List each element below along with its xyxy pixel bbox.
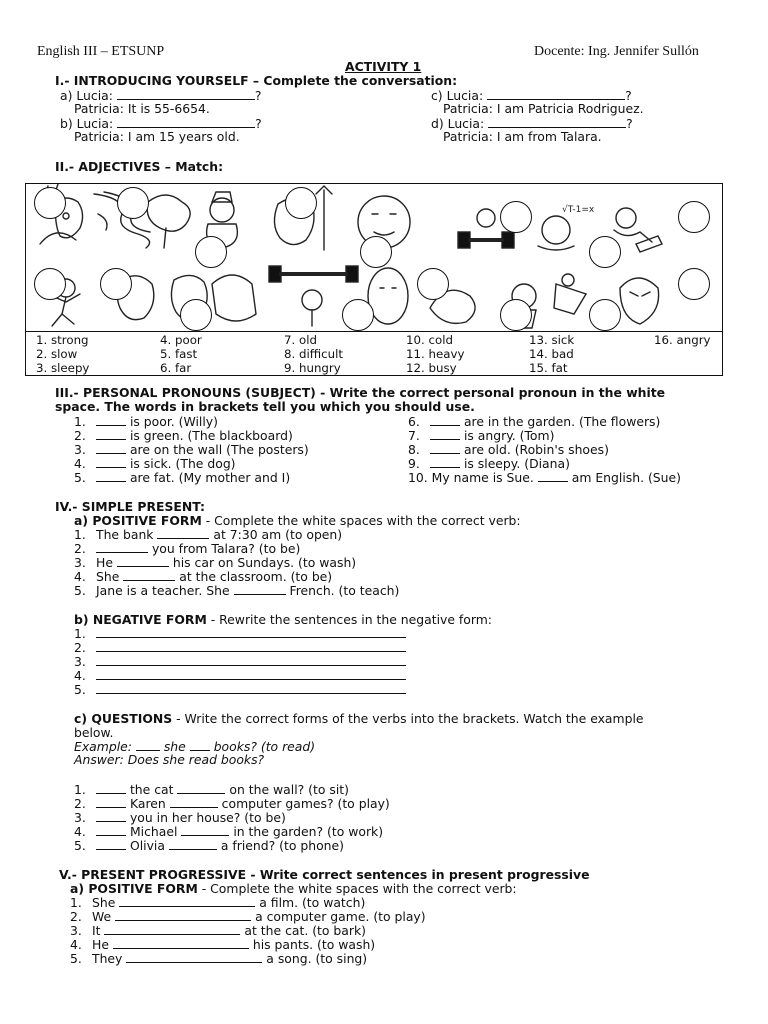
adjective-word: 5. fast: [160, 347, 198, 361]
course-title: English III – ETSUNP: [37, 44, 165, 59]
pronoun-item: 9. is sleepy. (Diana): [408, 456, 570, 471]
positive-form-heading: a) POSITIVE FORM - Complete the white spaces with the correct verb:: [74, 513, 521, 528]
answer-example: Answer: Does she read books?: [74, 752, 265, 767]
answer-circle[interactable]: [678, 268, 710, 300]
question-item: 2. Karen computer games? (to play): [74, 796, 390, 811]
cartoon-busy-man-icon: [614, 208, 662, 252]
answer-circle[interactable]: [360, 236, 392, 268]
answer-circle[interactable]: [417, 268, 449, 300]
section5-title: V.- PRESENT PROGRESSIVE - Write correct sentences in present progressive: [59, 867, 590, 882]
question-b: b) Lucia: ?: [60, 116, 262, 131]
adjectives-word-list: [26, 331, 722, 376]
question-item: 3. you in her house? (to be): [74, 810, 286, 825]
math-formula: √T-1=x: [562, 205, 595, 215]
answer-circle[interactable]: [589, 236, 621, 268]
adjective-word: 14. bad: [529, 347, 574, 361]
section1-title: I.- INTRODUCING YOURSELF – Complete the conversation:: [55, 73, 458, 88]
adjective-word: 13. sick: [529, 333, 575, 347]
adjective-word: 15. fat: [529, 361, 568, 375]
adjective-word: 16. angry: [654, 333, 711, 347]
pronoun-item: 2. is green. (The blackboard): [74, 428, 293, 443]
answer-d: Patricia: I am from Talara.: [443, 129, 602, 144]
simple-present-item: 5. Jane is a teacher. She French. (to teach): [74, 583, 400, 598]
answer-line[interactable]: 2.: [74, 640, 406, 655]
answer-circle[interactable]: [342, 299, 374, 331]
simple-present-item: 3. He his car on Sundays. (to wash): [74, 555, 357, 570]
question-item: 1. the cat on the wall? (to sit): [74, 782, 349, 797]
answer-circle[interactable]: [117, 187, 149, 219]
cartoon-strong-man-icon: [368, 268, 408, 324]
adjective-word: 2. slow: [36, 347, 78, 361]
teacher-name: Docente: Ing. Jennifer Sullón: [534, 44, 699, 59]
answer-circle[interactable]: [500, 201, 532, 233]
progressive-positive-heading: a) POSITIVE FORM - Complete the white spaces with the correct verb:: [70, 881, 517, 896]
adjective-word: 6. far: [160, 361, 192, 375]
question-c: c) Lucia: ?: [431, 88, 632, 103]
adjective-word: 7. old: [284, 333, 317, 347]
answer-line[interactable]: 5.: [74, 682, 406, 697]
simple-present-item: 1. The bank at 7:30 am (to open): [74, 527, 343, 542]
adjective-word: 3. sleepy: [36, 361, 90, 375]
adjective-word: 12. busy: [406, 361, 457, 375]
adjective-word: 8. difficult: [284, 347, 344, 361]
section3-title: III.- PERSONAL PRONOUNS (SUBJECT) - Write the correct personal pronoun in the white: [55, 385, 666, 400]
pronoun-item: 6. are in the garden. (The flowers): [408, 414, 661, 429]
answer-circle[interactable]: [589, 299, 621, 331]
cartoon-pirate-icon: [554, 274, 586, 314]
progressive-item: 1. She a film. (to watch): [70, 895, 366, 910]
pronoun-item: 5. are fat. (My mother and I): [74, 470, 291, 485]
negative-form-heading: b) NEGATIVE FORM - Rewrite the sentences in the negative form:: [74, 612, 492, 627]
pronoun-item: 1. is poor. (Willy): [74, 414, 218, 429]
answer-circle[interactable]: [285, 187, 317, 219]
section2-title: II.- ADJECTIVES – Match:: [55, 159, 224, 174]
question-item: 4. Michael in the garden? (to work): [74, 824, 384, 839]
progressive-item: 4. He his pants. (to wash): [70, 937, 376, 952]
simple-present-item: 2. you from Talara? (to be): [74, 541, 301, 556]
simple-present-item: 4. She at the classroom. (to be): [74, 569, 333, 584]
answer-circle[interactable]: [34, 268, 66, 300]
progressive-item: 5. They a song. (to sing): [70, 951, 368, 966]
cartoon-heavy-man-icon: [212, 275, 256, 321]
answer-line[interactable]: 4.: [74, 668, 406, 683]
adjective-word: 9. hungry: [284, 361, 341, 375]
answer-circle[interactable]: [34, 187, 66, 219]
cartoon-tree-icon: [147, 195, 190, 248]
adjective-word: 10. cold: [406, 333, 453, 347]
answer-c: Patricia: I am Patricia Rodriguez.: [443, 101, 644, 116]
answer-circle[interactable]: [195, 236, 227, 268]
question-a: a) Lucia: ?: [60, 88, 262, 103]
pronoun-item: 10. My name is Sue. am English. (Sue): [408, 470, 681, 485]
example-line: Example: she books? (to read): [74, 739, 316, 754]
adjectives-match-box: [25, 183, 723, 376]
progressive-item: 2. We a computer game. (to play): [70, 909, 426, 924]
section4-title: IV.- SIMPLE PRESENT:: [55, 499, 205, 514]
cartoon-angry-man-icon: [620, 278, 659, 324]
progressive-item: 3. It at the cat. (to bark): [70, 923, 366, 938]
adjective-word: 11. heavy: [406, 347, 465, 361]
pronoun-item: 8. are old. (Robin's shoes): [408, 442, 609, 457]
adjective-word: 1. strong: [36, 333, 89, 347]
answer-line[interactable]: 3.: [74, 654, 406, 669]
activity-title: ACTIVITY 1: [345, 59, 422, 74]
answer-a: Patricia: It is 55-6654.: [74, 101, 210, 116]
answer-line[interactable]: 1.: [74, 626, 406, 641]
pronoun-item: 3. are on the wall (The posters): [74, 442, 309, 457]
questions-heading-line2: below.: [74, 725, 114, 740]
answer-circle[interactable]: [500, 299, 532, 331]
question-item: 5. Olivia a friend? (to phone): [74, 838, 344, 853]
answer-circle[interactable]: [180, 299, 212, 331]
question-d: d) Lucia: ?: [431, 116, 633, 131]
pronoun-item: 4. is sick. (The dog): [74, 456, 236, 471]
adjective-word: 4. poor: [160, 333, 202, 347]
pronoun-item: 7. is angry. (Tom): [408, 428, 555, 443]
cartoon-thinking-man-icon: [538, 204, 595, 250]
questions-heading: c) QUESTIONS - Write the correct forms of the verbs into the brackets. Watch the example: [74, 711, 644, 726]
section3-subtitle: space. The words in brackets tell you which you should use.: [55, 399, 475, 414]
answer-circle[interactable]: [100, 268, 132, 300]
answer-b: Patricia: I am 15 years old.: [74, 129, 240, 144]
answer-circle[interactable]: [678, 201, 710, 233]
